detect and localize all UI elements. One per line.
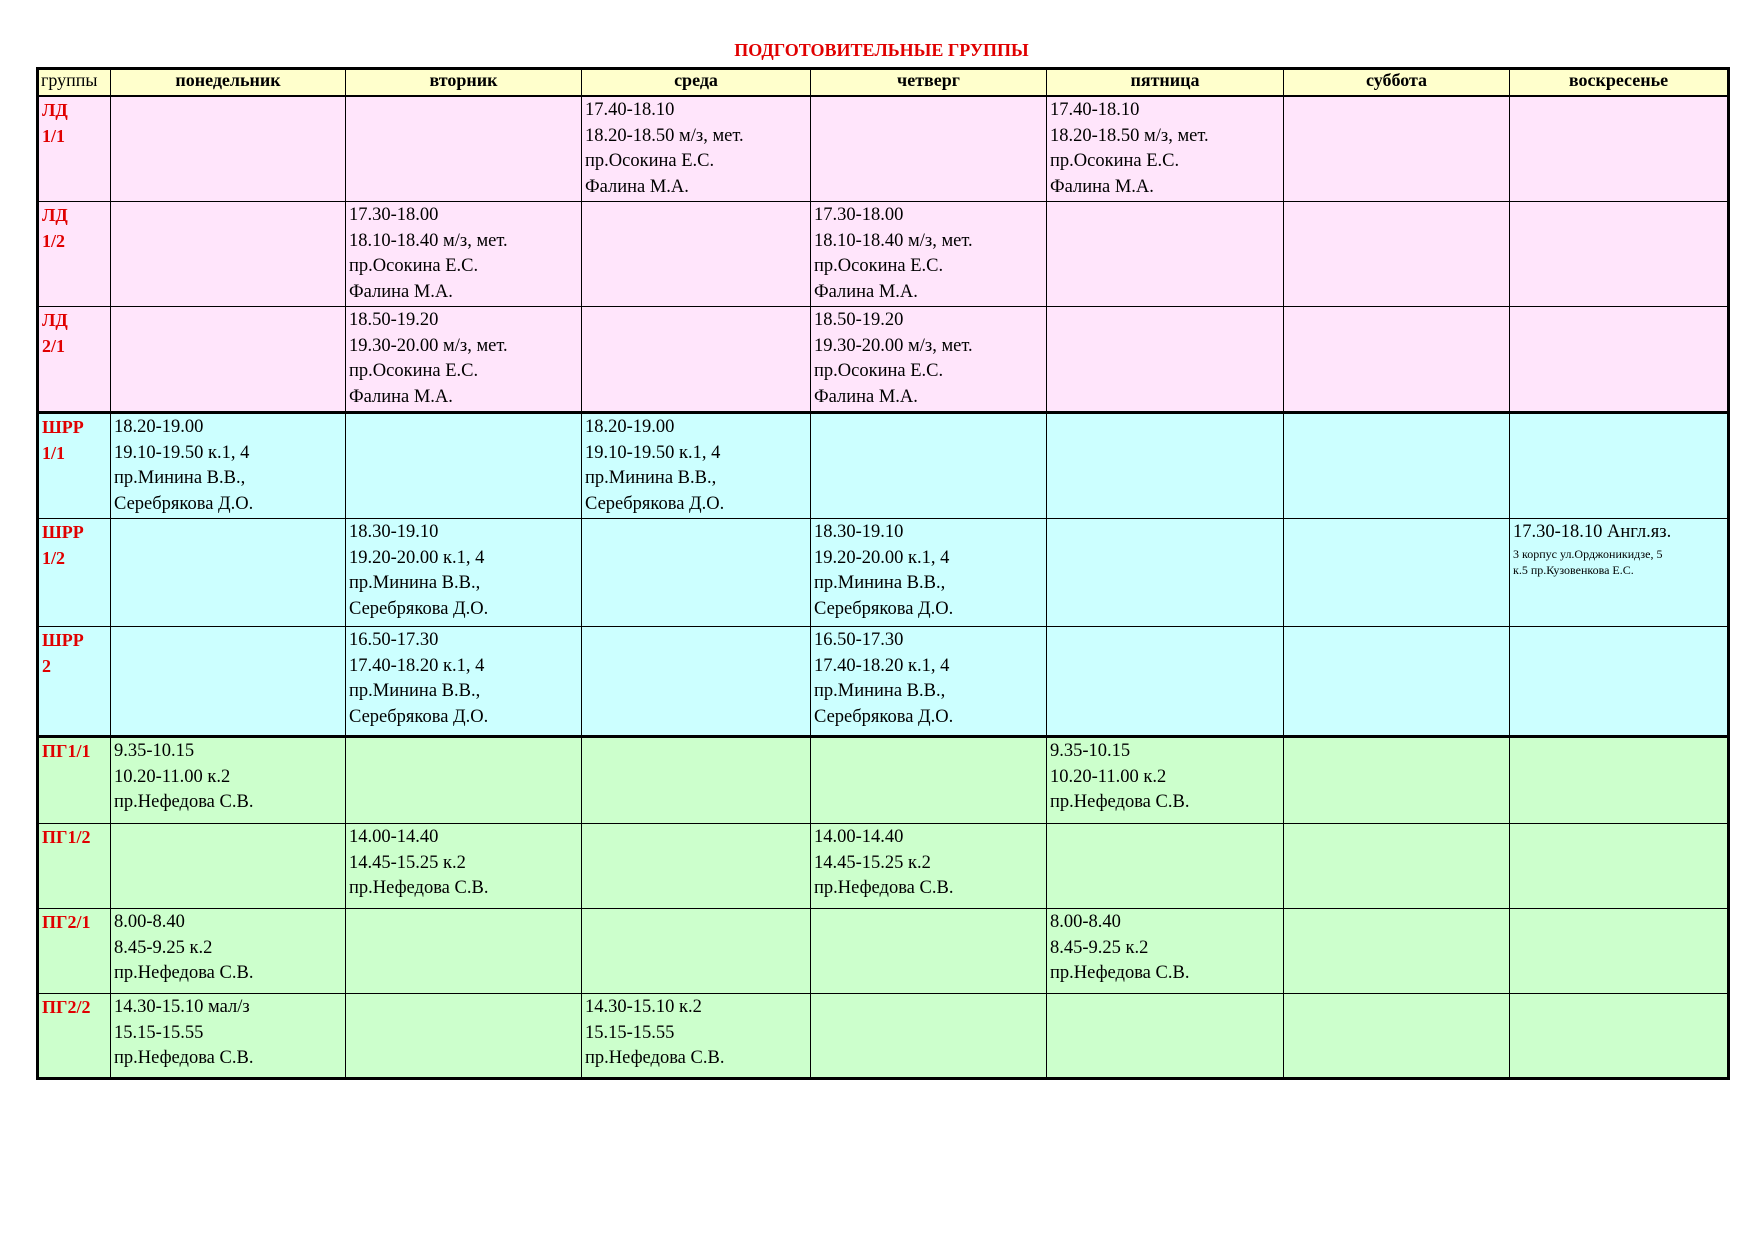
- schedule-cell: [346, 737, 582, 824]
- cell-line: 16.50-17.30: [349, 630, 439, 650]
- header-day: воскресенье: [1510, 69, 1729, 97]
- schedule-cell: [1510, 307, 1729, 413]
- schedule-cell: [111, 96, 346, 202]
- schedule-cell: [582, 909, 811, 994]
- schedule-cell: [582, 307, 811, 413]
- schedule-cell: [582, 202, 811, 307]
- cell-line: пр.Нефедова С.В.: [349, 878, 489, 898]
- cell-line: 14.00-14.40: [349, 827, 439, 847]
- schedule-cell: [1510, 737, 1729, 824]
- header-day: суббота: [1284, 69, 1510, 97]
- table-row: [38, 909, 1729, 994]
- schedule-cell: [582, 737, 811, 824]
- schedule-cell: [811, 737, 1047, 824]
- cell-line: пр.Нефедова С.В.: [114, 963, 254, 983]
- cell-line: 8.00-8.40: [114, 912, 185, 932]
- cell-line: 9.35-10.15: [1050, 741, 1131, 761]
- cell-line: Фалина М.А.: [349, 386, 453, 407]
- schedule-cell: [346, 519, 582, 627]
- cell-line: 17.30-18.00: [814, 205, 904, 225]
- cell-line: Фалина М.А.: [814, 281, 918, 302]
- cell-line: 18.50-19.20: [349, 310, 439, 330]
- schedule-cell: [811, 96, 1047, 202]
- cell-line: пр.Нефедова С.В.: [114, 792, 254, 812]
- schedule-cell: [1510, 519, 1729, 627]
- schedule-cell: [1284, 909, 1510, 994]
- cell-line: пр.Осокина Е.С.: [814, 256, 944, 276]
- cell-line: 19.30-20.00 м/з, мет.: [814, 335, 973, 356]
- group-name-line: 2/1: [42, 335, 66, 356]
- schedule-cell: [582, 994, 811, 1079]
- schedule-cell: [1284, 307, 1510, 413]
- cell-line: пр.Минина В.В.,: [585, 468, 717, 488]
- cell-line: пр.Минина В.В.,: [814, 573, 946, 593]
- cell-line: 17.30-18.10 Англ.яз.: [1513, 522, 1672, 542]
- schedule-cell: [811, 519, 1047, 627]
- table-row: [38, 519, 1729, 627]
- schedule-cell: [346, 307, 582, 413]
- header-day: понедельник: [111, 69, 346, 97]
- group-name: [38, 909, 111, 994]
- group-name-line: 1/1: [42, 125, 66, 146]
- schedule-cell: [1047, 994, 1284, 1079]
- schedule-cell: [582, 627, 811, 737]
- schedule-cell: [1047, 307, 1284, 413]
- cell-line: 18.20-19.00: [585, 417, 675, 437]
- cell-line: Серебрякова Д.О.: [814, 706, 954, 727]
- schedule-cell: [811, 307, 1047, 413]
- schedule-cell: [346, 202, 582, 307]
- schedule-cell: [582, 519, 811, 627]
- schedule-cell: [1510, 202, 1729, 307]
- schedule-cell: [111, 202, 346, 307]
- cell-line: пр.Осокина Е.С.: [814, 361, 944, 381]
- schedule-cell: [1284, 202, 1510, 307]
- cell-line: 18.50-19.20: [814, 310, 904, 330]
- cell-line: пр.Нефедова С.В.: [1050, 792, 1190, 812]
- cell-line: 18.30-19.10: [349, 522, 439, 542]
- schedule-cell: [1510, 413, 1729, 519]
- schedule-cell: [1047, 737, 1284, 824]
- cell-line: пр.Осокина Е.С.: [585, 151, 715, 171]
- schedule-cell: [811, 202, 1047, 307]
- cell-line: 18.30-19.10: [814, 522, 904, 542]
- group-name: [38, 413, 111, 519]
- schedule-cell: [1510, 909, 1729, 994]
- schedule-cell: [1284, 96, 1510, 202]
- schedule-cell: [811, 909, 1047, 994]
- cell-line: Фалина М.А.: [814, 386, 918, 407]
- table-row: [38, 96, 1729, 202]
- schedule-cell: [111, 519, 346, 627]
- cell-line: Серебрякова Д.О.: [114, 493, 254, 514]
- group-name: [38, 519, 111, 627]
- cell-line: Серебрякова Д.О.: [349, 706, 489, 727]
- schedule-cell: [111, 627, 346, 737]
- schedule-cell: [1047, 413, 1284, 519]
- cell-line: Серебрякова Д.О.: [585, 493, 725, 514]
- table-row: [38, 994, 1729, 1079]
- group-name-line: 1/2: [42, 230, 66, 251]
- cell-line: Фалина М.А.: [585, 176, 689, 197]
- group-name: [38, 202, 111, 307]
- schedule-cell: [111, 737, 346, 824]
- schedule-cell: [111, 909, 346, 994]
- group-name: [38, 737, 111, 824]
- english-note: 3 корпус ул.Орджоникидзе, 5: [1513, 546, 1663, 561]
- cell-line: 18.10-18.40 м/з, мет.: [814, 230, 973, 251]
- cell-line: 15.15-15.55: [585, 1022, 675, 1043]
- group-name: [38, 96, 111, 202]
- schedule-cell: [582, 824, 811, 909]
- cell-line: 19.30-20.00 м/з, мет.: [349, 335, 508, 356]
- cell-line: пр.Нефедова С.В.: [1050, 963, 1190, 983]
- cell-line: 17.40-18.20 к.1, 4: [349, 655, 485, 676]
- group-name-line: 2: [42, 655, 51, 676]
- header-day: среда: [582, 69, 811, 97]
- schedule-cell: [582, 96, 811, 202]
- table-row: [38, 413, 1729, 519]
- cell-line: Серебрякова Д.О.: [349, 598, 489, 619]
- cell-line: 17.30-18.00: [349, 205, 439, 225]
- cell-line: 10.20-11.00 к.2: [1050, 766, 1167, 787]
- cell-line: 15.15-15.55: [114, 1022, 204, 1043]
- schedule-cell: [111, 307, 346, 413]
- cell-line: пр.Минина В.В.,: [349, 573, 481, 593]
- cell-line: Фалина М.А.: [349, 281, 453, 302]
- schedule-cell: [811, 627, 1047, 737]
- schedule-cell: [346, 96, 582, 202]
- cell-line: 18.20-19.00: [114, 417, 204, 437]
- schedule-cell: [582, 413, 811, 519]
- group-name: [38, 307, 111, 413]
- schedule-cell: [1047, 824, 1284, 909]
- cell-line: пр.Минина В.В.,: [114, 468, 246, 488]
- header-group: группы: [38, 69, 111, 97]
- group-name-line: ПГ1/2: [42, 827, 91, 847]
- cell-line: пр.Нефедова С.В.: [114, 1048, 254, 1068]
- header-day: четверг: [811, 69, 1047, 97]
- schedule-cell: [1510, 824, 1729, 909]
- schedule-cell: [1284, 824, 1510, 909]
- header-row: [38, 69, 1729, 97]
- group-name-line: ШРР: [42, 630, 84, 650]
- page-title: ПОДГОТОВИТЕЛЬНЫЕ ГРУППЫ: [734, 40, 1029, 60]
- group-name: [38, 627, 111, 737]
- table-row: [38, 627, 1729, 737]
- table-row: [38, 202, 1729, 307]
- cell-line: 14.30-15.10 к.2: [585, 997, 702, 1017]
- cell-line: 16.50-17.30: [814, 630, 904, 650]
- schedule-cell: [1284, 737, 1510, 824]
- schedule-cell: [1284, 519, 1510, 627]
- schedule-cell: [1510, 994, 1729, 1079]
- cell-line: 19.20-20.00 к.1, 4: [349, 547, 485, 568]
- table-row: [38, 307, 1729, 413]
- cell-line: 10.20-11.00 к.2: [114, 766, 231, 787]
- group-name-line: ПГ1/1: [42, 741, 91, 761]
- schedule-cell: [1284, 413, 1510, 519]
- group-name-line: ШРР: [42, 522, 84, 542]
- cell-line: Фалина М.А.: [1050, 176, 1154, 197]
- cell-line: 18.20-18.50 м/з, мет.: [1050, 125, 1209, 146]
- schedule-cell: [1047, 96, 1284, 202]
- group-name-line: ЛД: [42, 100, 68, 120]
- schedule-cell: [1047, 202, 1284, 307]
- schedule-cell: [346, 909, 582, 994]
- cell-line: 14.45-15.25 к.2: [349, 852, 466, 873]
- schedule-cell: [811, 413, 1047, 519]
- group-name-line: ЛД: [42, 310, 68, 330]
- schedule-cell: [1510, 627, 1729, 737]
- cell-line: 19.10-19.50 к.1, 4: [585, 442, 721, 463]
- schedule-cell: [1047, 627, 1284, 737]
- header-day: пятница: [1047, 69, 1284, 97]
- cell-line: 19.20-20.00 к.1, 4: [814, 547, 950, 568]
- cell-line: 17.40-18.20 к.1, 4: [814, 655, 950, 676]
- cell-line: 18.20-18.50 м/з, мет.: [585, 125, 744, 146]
- cell-line: пр.Осокина Е.С.: [1050, 151, 1180, 171]
- schedule-cell: [811, 824, 1047, 909]
- cell-line: 14.00-14.40: [814, 827, 904, 847]
- cell-line: 14.30-15.10 мал/з: [114, 997, 250, 1017]
- cell-line: 17.40-18.10: [585, 100, 675, 120]
- cell-line: пр.Нефедова С.В.: [814, 878, 954, 898]
- cell-line: пр.Минина В.В.,: [349, 681, 481, 701]
- group-name: [38, 824, 111, 909]
- group-name-line: 1/2: [42, 547, 66, 568]
- header-day: вторник: [346, 69, 582, 97]
- schedule-cell: [111, 994, 346, 1079]
- schedule-cell: [1047, 909, 1284, 994]
- schedule-cell: [111, 824, 346, 909]
- cell-line: пр.Осокина Е.С.: [349, 256, 479, 276]
- cell-line: 19.10-19.50 к.1, 4: [114, 442, 250, 463]
- schedule-cell: [1510, 96, 1729, 202]
- cell-line: пр.Осокина Е.С.: [349, 361, 479, 381]
- group-name: [38, 994, 111, 1079]
- schedule-cell: [1047, 519, 1284, 627]
- group-name-line: ЛД: [42, 205, 68, 225]
- schedule-cell: [346, 413, 582, 519]
- cell-line: 14.45-15.25 к.2: [814, 852, 931, 873]
- cell-line: 18.10-18.40 м/з, мет.: [349, 230, 508, 251]
- cell-line: 9.35-10.15: [114, 741, 195, 761]
- cell-line: 8.45-9.25 к.2: [114, 937, 213, 958]
- schedule-cell: [1284, 627, 1510, 737]
- schedule-cell: [111, 413, 346, 519]
- cell-line: 8.45-9.25 к.2: [1050, 937, 1149, 958]
- schedule-cell: [346, 627, 582, 737]
- group-name-line: ШРР: [42, 417, 84, 437]
- schedule-cell: [346, 994, 582, 1079]
- cell-line: 8.00-8.40: [1050, 912, 1121, 932]
- group-name-line: ПГ2/1: [42, 912, 91, 932]
- table-row: [38, 824, 1729, 909]
- group-name-line: ПГ2/2: [42, 997, 91, 1017]
- schedule-cell: [346, 824, 582, 909]
- table-row: [38, 737, 1729, 824]
- cell-line: Серебрякова Д.О.: [814, 598, 954, 619]
- cell-line: пр.Нефедова С.В.: [585, 1048, 725, 1068]
- cell-line: 17.40-18.10: [1050, 100, 1140, 120]
- schedule-cell: [1284, 994, 1510, 1079]
- english-note: к.5 пр.Кузовенкова Е.С.: [1513, 562, 1634, 577]
- schedule-cell: [811, 994, 1047, 1079]
- cell-line: пр.Минина В.В.,: [814, 681, 946, 701]
- schedule-table: [36, 67, 1730, 1080]
- group-name-line: 1/1: [42, 442, 66, 463]
